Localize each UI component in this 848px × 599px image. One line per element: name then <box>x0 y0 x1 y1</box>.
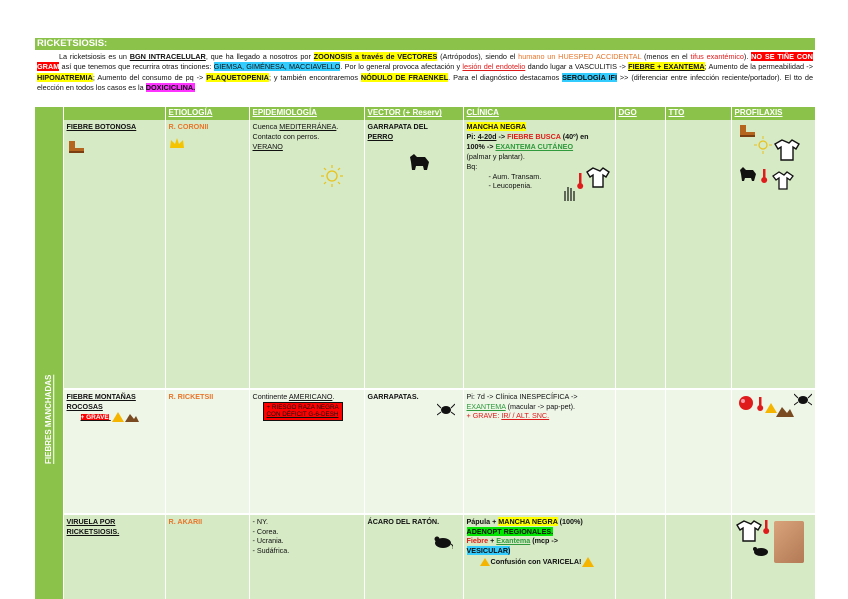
document-title: RICKETSIOSIS: <box>35 38 815 50</box>
head-icon <box>736 394 756 412</box>
vector: GARRAPATA DEL PERRO <box>364 120 463 389</box>
tshirt-icon <box>774 138 800 162</box>
intro-text: ; y también encontraremos <box>268 72 361 82</box>
warning-icon <box>581 556 595 568</box>
header-group <box>35 107 63 119</box>
table-row <box>35 120 815 389</box>
tick-icon <box>437 402 455 416</box>
dog-icon <box>738 166 758 182</box>
crown-icon <box>169 137 185 149</box>
intro-stains: GIEMSA, GIMÉNESA, MACCIAVELLO <box>213 62 341 72</box>
intro-no-gram: NO SE TIÑE CON GRAM <box>37 52 813 72</box>
intro-lesion: lesión del endotelio <box>462 62 526 72</box>
table-row <box>35 514 815 599</box>
intro-zoonosis: ZOONOSIS a través de VECTORES <box>313 52 438 61</box>
intro-serologia: SEROLOGÍA IFI <box>562 72 617 82</box>
etiology: R. RICKETSII <box>165 389 249 514</box>
group-manchadas: FIEBRES MANCHADAS <box>35 120 63 599</box>
intro-plaq: PLAQUETOPENIA <box>206 72 269 82</box>
mountain-icon <box>776 404 794 418</box>
intro-text: (Artrópodos), siendo el <box>437 52 519 61</box>
header-etiologia: ETIOLOGÍA <box>165 107 249 119</box>
intro-text: La ricketsiosis es un <box>59 52 130 61</box>
epidemiology: Continente AMERICANO. + RIESGO RAZA NEGRA CON DÉFICIT G-6-DESH <box>249 389 364 514</box>
header-tto: TTO <box>665 107 731 119</box>
header-epidemiologia: EPIDEMIOLOGÍA <box>249 107 364 119</box>
risk-box: + RIESGO RAZA NEGRA CON DÉFICIT G-6-DESH <box>263 402 343 421</box>
disease-name: FIEBRE BOTONOSA <box>63 120 165 389</box>
intro-text: . Por lo general provoca afectación y <box>340 62 463 72</box>
intro-text: ; Aumento del consumo de pq -> <box>92 72 207 82</box>
intro-huesped: humano un HUESPED ACCIDENTAL <box>518 52 642 61</box>
ricketsiosis-table <box>35 107 816 599</box>
intro-fiebre: FIEBRE + EXANTEMA <box>628 62 705 72</box>
header-vector: VECTOR (+ Reserv) <box>364 107 463 119</box>
etiology: R. CORONII <box>165 120 249 389</box>
clinical: MANCHA NEGRA Pi: 4-20d -> FIEBRE BUSCA (40º) en 100% -> EXANTEMA CUTÁNEO (palmar y plantar). Bq: - Aum. Transam. - Leucopenia. <box>463 120 615 389</box>
tto-cell <box>665 514 731 599</box>
mountain-icon <box>125 411 139 423</box>
document-sheet <box>35 38 815 599</box>
prophylaxis <box>731 514 815 599</box>
grave-badge: + GRAVE <box>80 414 109 422</box>
tshirt-icon <box>586 166 610 188</box>
header-profilaxis: PROFILAXIS <box>731 107 815 119</box>
disease-name: VIRUELA POR RICKETSIOSIS. <box>63 514 165 599</box>
dgo-cell <box>615 389 665 514</box>
intro-text: ). <box>743 52 752 61</box>
tick-icon <box>794 392 812 406</box>
dgo-cell <box>615 514 665 599</box>
intro-bgn: BGN INTRACELULAR <box>129 52 206 61</box>
disease-name: FIEBRE MONTAÑAS ROCOSAS + GRAVE <box>63 389 165 514</box>
thermometer-icon <box>756 396 764 412</box>
mouse-icon <box>431 535 453 549</box>
intro-hipo: HIPONATREMIA <box>37 72 93 82</box>
intro-paragraph <box>35 50 815 96</box>
clinical: Pápula + MANCHA NEGRA (100%) ADENOPT REGIONALES. Fiebre + Exantema (mcp -> VESICULAR) Confusión con VARICELA! <box>463 514 615 599</box>
intro-doxi: DOXICICLINA. <box>145 83 196 93</box>
table-header-row <box>35 107 815 119</box>
intro-text: (menos en el <box>641 52 691 61</box>
intro-text: ; Aumento de la permeabilidad -> <box>704 62 814 72</box>
header-name <box>63 107 165 119</box>
vector: ÁCARO DEL RATÓN. <box>364 514 463 599</box>
clinical: Pi: 7d -> Clínica INESPECÍFICA -> EXANTEMA (macular -> pap-pet). + GRAVE: IR/ / ALT. SNC. <box>463 389 615 514</box>
table-row <box>35 389 815 514</box>
dog-icon <box>407 152 431 172</box>
epidemiology: - NY. - Corea. - Ucrania. - Sudáfrica. <box>249 514 364 599</box>
intro-text: así que tenemos que recurrira otras tinciones: <box>59 62 214 72</box>
sun-icon <box>320 164 344 188</box>
intro-nodulo: NÓDULO DE FRAENKEL <box>360 72 449 82</box>
warning-icon <box>479 557 491 567</box>
sun-icon <box>754 136 772 154</box>
hand-icon <box>562 184 576 202</box>
intro-text: , que ha llegado a nosotros por <box>205 52 314 61</box>
intro-text: dando lugar a VASCULITIS -> <box>525 62 629 72</box>
prophylaxis <box>731 389 815 514</box>
tshirt-icon <box>772 170 794 190</box>
skin-image <box>774 521 804 563</box>
epidemiology: Cuenca MEDITERRÁNEA. Contacto con perros. VERANO <box>249 120 364 389</box>
vector: GARRAPATAS. <box>364 389 463 514</box>
tto-cell <box>665 120 731 389</box>
intro-tifus: tifus exantémico <box>690 52 744 61</box>
prophylaxis <box>731 120 815 389</box>
thermometer-icon <box>762 519 770 535</box>
intro-text: >> (diferenciar entre infección reciente/portador). El tto de elección en todos los casos es la <box>37 72 814 93</box>
intro-text: . Para el diagnóstico destacamos <box>448 72 563 82</box>
etiology: R. AKARII <box>165 514 249 599</box>
dgo-cell <box>615 120 665 389</box>
warning-icon <box>111 411 125 423</box>
tto-cell <box>665 389 731 514</box>
thermometer-icon <box>760 168 768 184</box>
tshirt-icon <box>736 519 762 543</box>
thermometer-icon <box>576 172 584 190</box>
header-clinica: CLÍNICA <box>463 107 615 119</box>
header-dgo: DGO <box>615 107 665 119</box>
boot-icon <box>67 140 87 154</box>
mouse-icon <box>750 545 770 557</box>
